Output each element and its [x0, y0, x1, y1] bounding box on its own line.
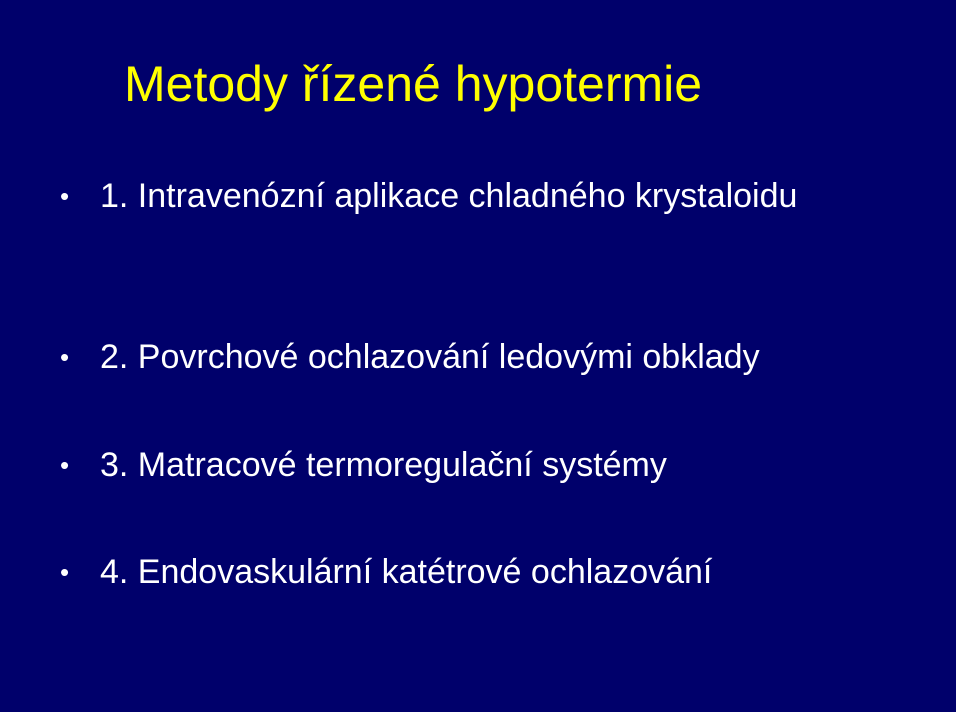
bullet-icon: •	[60, 342, 70, 372]
bullet-text-2: 2. Povrchové ochlazování ledovými obklady	[100, 338, 760, 376]
slide-title: Metody řízené hypotermie	[124, 56, 703, 112]
bullet-text-4: 4. Endovaskulární katétrové ochlazování	[100, 553, 713, 591]
bullet-icon: •	[60, 557, 70, 587]
bullet-item-2	[60, 332, 880, 382]
bullet-text-3: 3. Matracové termoregulační systémy	[100, 446, 667, 484]
bullet-item-3	[60, 440, 880, 490]
bullet-icon: •	[60, 450, 70, 480]
bullet-item-1	[60, 171, 880, 221]
bullet-icon: •	[60, 181, 70, 211]
bullet-item-4	[60, 547, 880, 597]
bullet-text-1: 1. Intravenózní aplikace chladného krystaloidu	[100, 177, 798, 215]
